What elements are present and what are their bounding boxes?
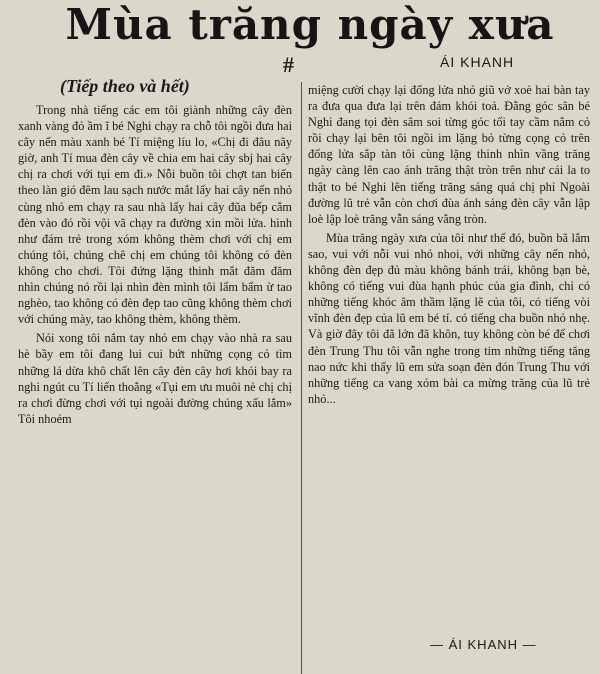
left-column	[18, 102, 292, 430]
author-byline-top: ÁI KHANH	[440, 54, 515, 70]
left-paragraph-2: Nói xong tôi nắm tay nhỏ em chạy vào nhà ra sau hè bầy em tôi đang lui cui bứt những cọng cỏ tìm những lá dừa khô chất lên cây đèn cây hơi khói bay ra nghi ngút cu Tí liến thoắng «Tụi em ưu muôi nè chị chị ra chơi đừng chơi với tụi ngoài đường chúng xấu lắm» Tôi nhoẻm	[18, 331, 292, 426]
author-byline-bottom: — ÁI KHANH —	[430, 637, 537, 652]
article-title: Mùa trăng ngày xưa	[65, 0, 555, 49]
left-paragraph-1: Trong nhà tiếng các em tôi giành những cây đèn xanh vàng đỏ ầm ĩ bé Nghi chạy ra chỗ tôi ngồi đưa hai cây nến màu xanh bé Tí miệng líu lo, «Chị đi đâu nãy giờ, anh Tí mua đèn cây về chia em hai cây sbj hai cây chị ra chơi với tụi em đi.» Nỗi buồn tôi chợt tan biến theo làn gió đêm lau sạch nước mắt lấy hai cây nến nhỏ cùng nhỏ em chạy ra sau nhà lấy hai cây đũa bếp cắm đèn vào đó rồi vội vã chạy ra đường xin mồi lửa. hình như đám trẻ trong xóm không thèm chơi với chị em chúng tôi, chúng chê chị em chúng tôi không có đèn không cho chơi. Tôi đứng lặng thinh mắt đăm đăm nhìn chúng nó rồi lại nhìn đèn mình tôi lẩm bẩm ừ tao nghèo, tao không có đèn đẹp tao cũng không thèm chơi với chúng mày, tao không thèm, không thèm.	[18, 103, 292, 327]
right-column	[308, 82, 590, 410]
title-ornament: #	[283, 52, 294, 77]
right-paragraph-2: Mùa trăng ngày xưa của tôi như thế đó, buồn bã lắm sao, vui với nỗi vui nhỏ nhoi, với những cây nến nhỏ, không đèn đẹp đủ màu không bánh trái, không bạn bè, không có tiếng vui đùa hạnh phúc của gia đình, chỉ có những tiếng khóc âm thầm lặng lẽ của tôi, có tiếng vòi vĩnh đèn đẹp của lũ em bé tí. có tiếng cha buồn nhỏ nhẹ. Và giờ đây tôi đã lớn đã khôn, tuy không còn bé để chơi đèn Trung Thu tôi vẫn nghe trong tim những tiếng tăng nao nức khi thấy lũ em sửa soạn đèn đón Trung Thu với những tiếng ca vang xóm bài ca mừng trăng của lũ trẻ nhỏ...	[308, 230, 590, 406]
article-subtitle: (Tiếp theo và hết)	[60, 76, 190, 96]
right-paragraph-1: miệng cười chạy lại đống lửa nhỏ giũ vở xoè hai bàn tay ra đưa qua đưa lại trên đám khói toả. Đằng góc sân bé Nghi đang tọi đèn sâm soi từng góc tối tay cầm nắm cỏ rồi chạy lại bên tôi ngồi im lặng bỏ từng cọng cỏ trên đống lửa sắp tàn tôi cùng lặng thinh nhìn vầng trăng ngày càng lên cao ánh trăng thật tròn trên như cái la to thật to bé Nghi lên tiếng trăng sáng quá chị phỉ Ngoài đường lũ trẻ vẫn còn chơi đùa ánh sáng đèn cây vẫn lập loè lập loè trăng vẫn sáng vằng tròn.	[308, 83, 590, 226]
column-divider	[301, 82, 302, 674]
